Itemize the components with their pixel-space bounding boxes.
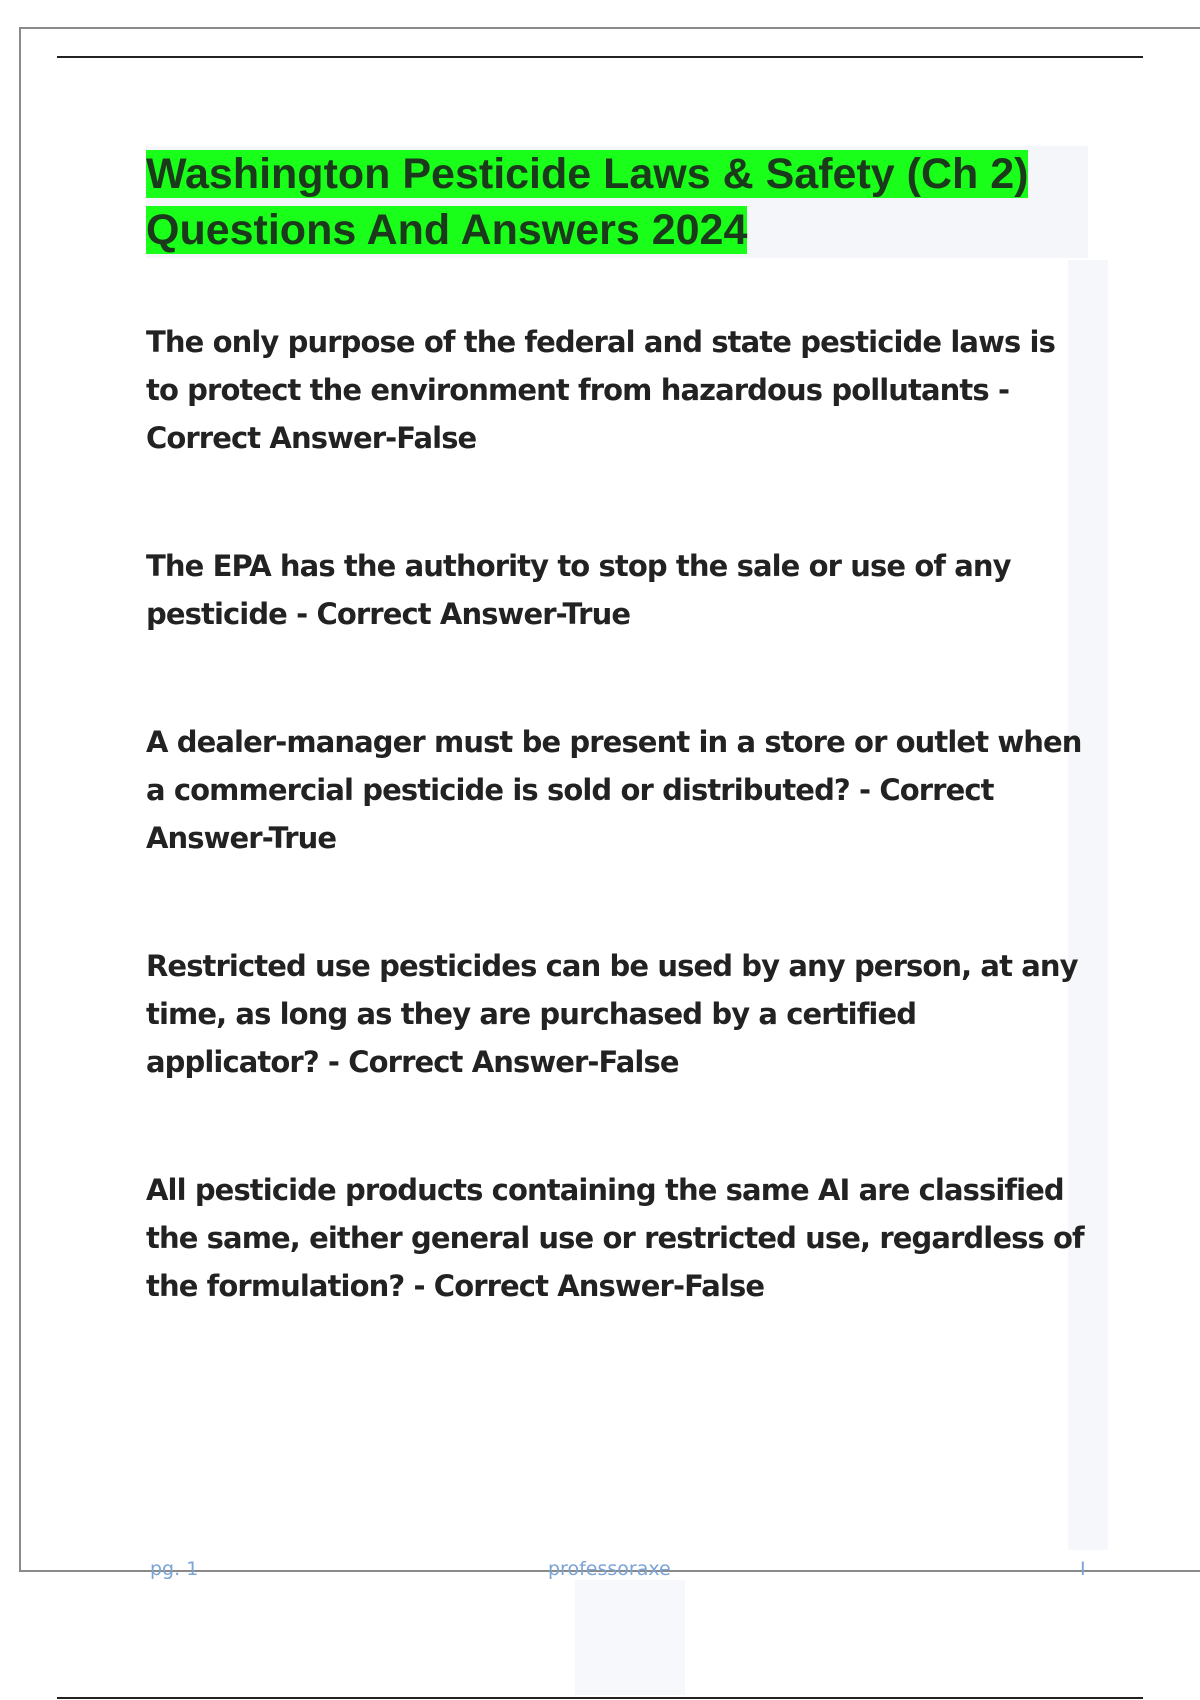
qa-item-4: Restricted use pesticides can be used by any person, at any time, as long as they are purchased by a certified applicator? - Correct Answer-False — [146, 949, 1078, 1079]
footer-site-name: professoraxe — [548, 1558, 671, 1580]
qa-item-2: The EPA has the authority to stop the sale or use of any pesticide - Correct Answer-True — [146, 549, 1011, 631]
background-shade-footer — [575, 1580, 685, 1695]
qa-item-1: The only purpose of the federal and state pesticide laws is to protect the environment from hazardous pollutants - Correct Answer-False — [146, 325, 1055, 455]
title-block — [146, 146, 1088, 258]
footer-page-number: pg. 1 — [150, 1558, 199, 1580]
footer-mark: I — [1080, 1558, 1086, 1580]
qa-item-5: All pesticide products containing the same AI are classified the same, either general use or restricted use, regardless of the formulation? - Correct Answer-False — [146, 1173, 1084, 1303]
bottom-rule — [57, 1697, 1143, 1699]
qa-item-3: A dealer-manager must be present in a store or outlet when a commercial pesticide is sold or distributed? - Correct Answer-True — [146, 725, 1082, 855]
document-title-text: Washington Pesticide Laws & Safety (Ch 2) Questions And Answers 2024 — [146, 150, 1029, 254]
document-title — [146, 146, 1088, 258]
top-rule — [57, 56, 1143, 58]
page-footer — [0, 1558, 1200, 1588]
